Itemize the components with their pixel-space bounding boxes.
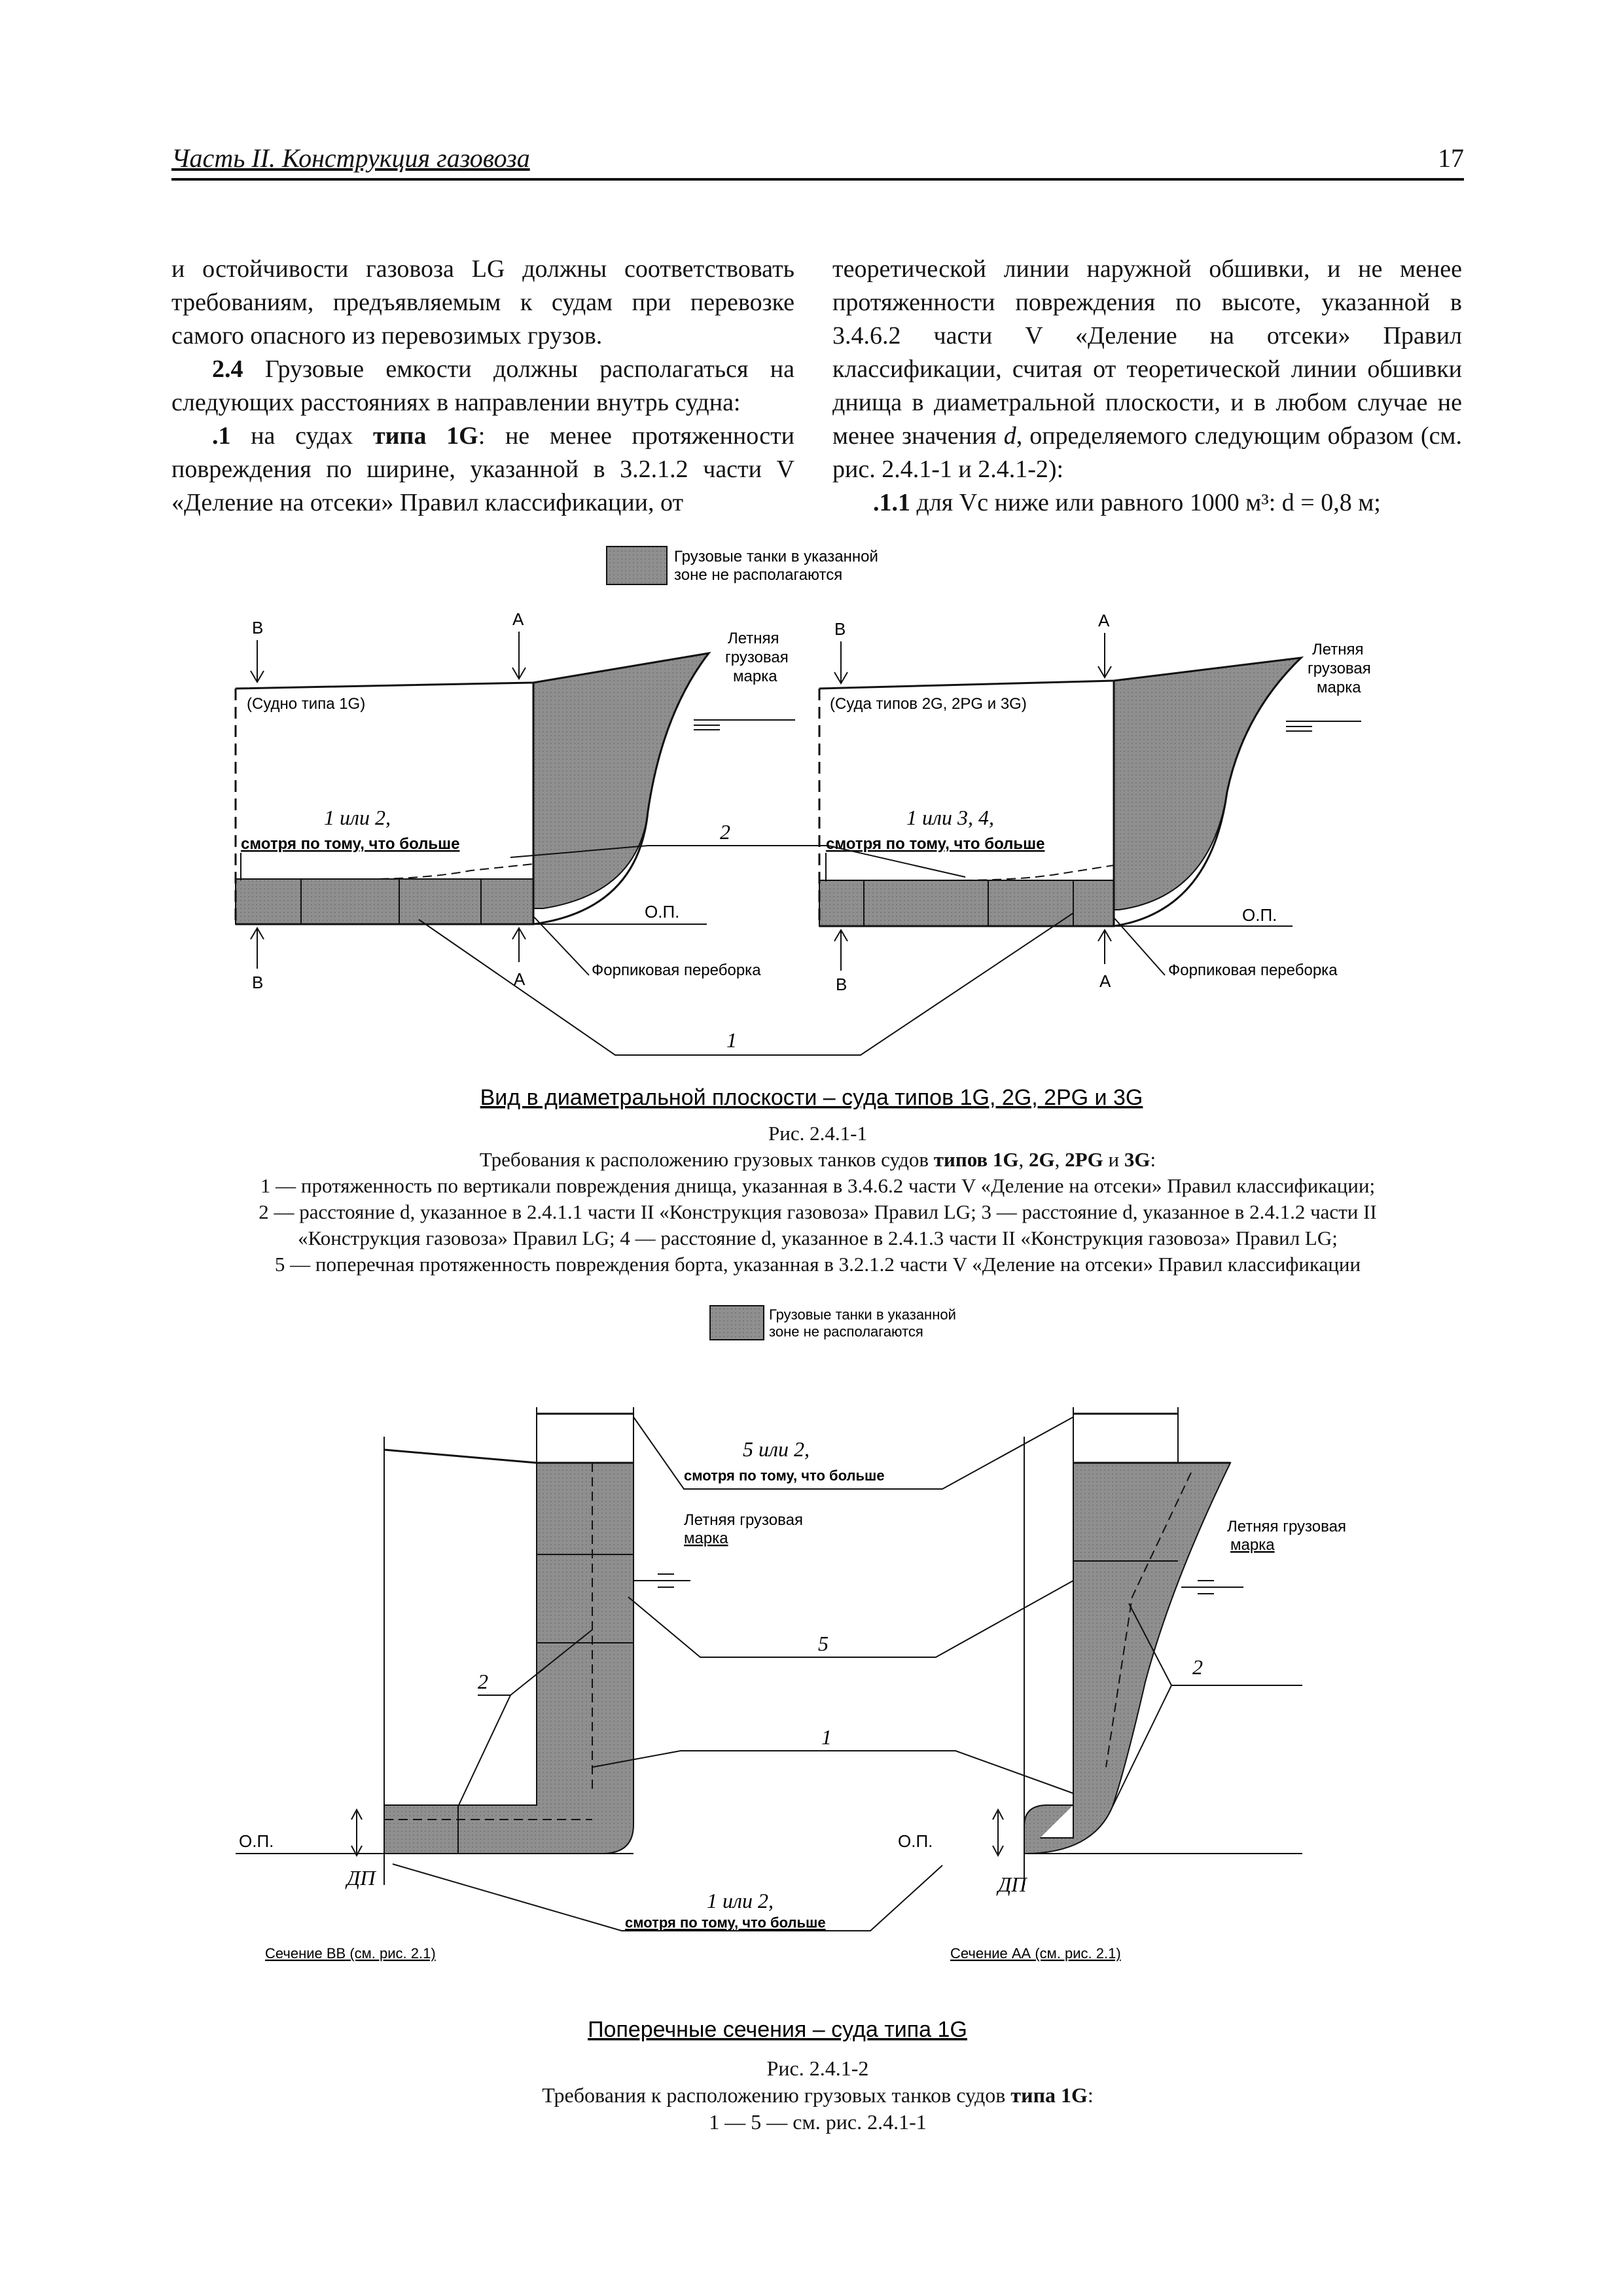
paragraph-text: Грузовые емкости должны располагаться на следующих расстояниях в направлении внутрь судна:	[171, 355, 794, 416]
clause-number: 2.4	[212, 355, 243, 383]
summer-mark-label: Летняя	[728, 630, 779, 647]
clause-number: .1.1	[873, 489, 910, 516]
top-label-note: смотря по тому, что больше	[684, 1467, 885, 1484]
summer-mark-label: марка	[733, 668, 777, 685]
ship-type: типа 1G	[372, 422, 478, 450]
connector-lines	[419, 820, 1073, 1055]
summer-mark-label: грузовая	[1308, 660, 1371, 677]
dp-label: ДП	[347, 1866, 376, 1890]
summer-mark-label: грузовая	[725, 649, 789, 666]
section-bb	[236, 1437, 803, 1962]
view-title: Вид в диаметральной плоскости – суда типов 1G, 2G, 2PG и 3G	[480, 1085, 1143, 1110]
bottom-label-note: смотря по тому, что больше	[625, 1914, 826, 1931]
excluded-zone	[533, 653, 709, 908]
ship-type-label: (Судно типа 1G)	[247, 695, 366, 713]
callout-1: 1	[726, 1028, 737, 1052]
paragraph-text: : не менее протяженности повреждения по ширине, указанной в 3.2.1.2 части V «Деление на отсеки» Правил классификации, от	[171, 422, 795, 516]
caption-line: 5 — поперечная протяженность повреждения борта, указанная в 3.2.1.2 части V «Деление на отсеки» Правил классификации	[274, 1253, 1361, 1276]
callout-5: 5	[818, 1632, 829, 1655]
leader-5	[628, 1581, 1073, 1657]
left-ship-profile	[236, 609, 795, 992]
paragraph-text: теоретической линии наружной обшивки, и не менее протяженности повреждения по высоте, указанной в 3.4.6.2 части V «Деление на отсеки» Правил классификации, считая от теоретической линии обшивки днища в диаметральной плоскости, и в любом случае не менее значения	[832, 255, 1462, 450]
figure-1-caption	[171, 1121, 1464, 1278]
variable-d: d	[1003, 422, 1016, 450]
caption-text: и	[1103, 1148, 1124, 1171]
caption-text: Требования к расположению грузовых танков судов	[542, 2083, 1011, 2107]
section-label-b: B	[252, 973, 264, 992]
deck-line	[384, 1450, 633, 1463]
section-caption: Сечение АА (см. рис. 2.1)	[950, 1945, 1121, 1962]
figure-2-caption	[171, 2055, 1464, 2136]
callout-2: 2	[720, 820, 730, 844]
section-aa	[898, 1437, 1346, 1962]
caption-bold: типа 1G	[1010, 2083, 1088, 2107]
caption-title	[171, 1147, 1464, 1173]
caption-bold: 2G	[1029, 1148, 1055, 1171]
section-label-b: B	[252, 618, 264, 637]
forepeak-label: Форпиковая переборка	[592, 961, 761, 979]
baseline-label: О.П.	[1242, 905, 1277, 925]
excluded-zone-bottom	[236, 879, 533, 924]
callout-2: 2	[1192, 1655, 1203, 1679]
summer-mark-label: марка	[1230, 1536, 1275, 1554]
top-label: 5 или 2,	[743, 1437, 810, 1461]
dashed-limit	[819, 865, 1114, 880]
section-label-a: A	[512, 609, 524, 629]
leader-line	[458, 1695, 510, 1806]
figure-1	[236, 547, 1371, 1110]
caption-bold: типов 1G	[933, 1148, 1019, 1171]
clause-number: .1	[212, 422, 231, 450]
running-title: Часть II. Конструкция газовоза	[171, 143, 530, 173]
figure-2	[236, 1306, 1346, 2042]
caption-line: 1 — протяженность по вертикали повреждения днища, указанная в 3.4.6.2 части V «Деление на отсеки» Правил классификации;	[260, 1174, 1376, 1197]
distance-note: смотря по тому, что больше	[826, 835, 1045, 853]
figure-number: Рис. 2.4.1-1	[768, 1122, 867, 1145]
caption-bold: 3G	[1124, 1148, 1150, 1171]
legend-text-1: Грузовые танки в указанной	[674, 548, 878, 565]
forepeak-label: Форпиковая переборка	[1168, 961, 1338, 979]
caption-title	[171, 2082, 1464, 2109]
section-label-a: A	[1098, 611, 1110, 630]
excluded-zone	[1114, 658, 1301, 910]
leader-1	[592, 1751, 1073, 1793]
page-number: 17	[1438, 143, 1464, 173]
legend-swatch	[710, 1306, 764, 1340]
caption-text: ,	[1054, 1148, 1065, 1171]
legend-text-2: зоне не располагаются	[674, 566, 843, 584]
dashed-limit	[236, 864, 533, 879]
excluded-zone	[384, 1463, 633, 1854]
section-label-b: B	[836, 975, 847, 994]
legend-text-2: зоне не располагаются	[769, 1323, 923, 1340]
summer-mark-label: марка	[684, 1530, 728, 1547]
summer-mark-label: Летняя	[1312, 641, 1364, 658]
baseline-label: О.П.	[239, 1831, 274, 1851]
summer-mark-label: Летняя грузовая	[684, 1511, 803, 1529]
caption-line: 1 — 5 — см. рис. 2.4.1-1	[709, 2110, 927, 2134]
leader-line	[533, 916, 589, 975]
legend-text-1: Грузовые танки в указанной	[769, 1306, 956, 1323]
paragraph-text: , определяемого следующим образом (см. рис. 2.4.1-1 и 2.4.1-2):	[832, 422, 1462, 483]
ship-type-label: (Суда типов 2G, 2PG и 3G)	[830, 695, 1027, 713]
section-label-b: B	[834, 619, 846, 639]
right-ship-profile	[819, 611, 1371, 994]
dp-label: ДП	[998, 1873, 1027, 1896]
bottom-label: 1 или 2,	[707, 1889, 774, 1912]
figure-number: Рис. 2.4.1-2	[766, 2056, 869, 2080]
distance-label: 1 или 2,	[324, 806, 391, 829]
baseline-label: О.П.	[645, 902, 680, 922]
distance-note: смотря по тому, что больше	[241, 835, 460, 853]
section-label-a: A	[1099, 971, 1111, 991]
caption-line: 2 — расстояние d, указанное в 2.4.1.1 части II «Конструкция газовоза» Правил LG; 3 — расстояние d, указанное в 2.4.1.2 части II	[259, 1200, 1377, 1223]
legend-swatch	[607, 547, 667, 584]
caption-text: Требования к расположению грузовых танков судов	[479, 1148, 934, 1171]
baseline-label: О.П.	[898, 1831, 933, 1851]
caption-text: ,	[1018, 1148, 1029, 1171]
paragraph-text: на судах	[230, 422, 373, 450]
paragraph-text: для Vc ниже или равного 1000 м³: d = 0,8 м;	[910, 489, 1381, 516]
summer-mark-label: Летняя грузовая	[1227, 1518, 1346, 1535]
section-caption: Сечение ВВ (см. рис. 2.1)	[265, 1945, 436, 1962]
callout-2: 2	[478, 1670, 488, 1693]
caption-text: :	[1150, 1148, 1156, 1171]
paragraph: и остойчивости газовоза LG должны соответствовать требованиям, предъявляемым к судам при перевозке самого опасного из перевозимых грузов.	[171, 255, 794, 350]
caption-text: :	[1087, 2083, 1094, 2107]
distance-label: 1 или 3, 4,	[906, 806, 994, 829]
caption-bold: 2PG	[1065, 1148, 1103, 1171]
summer-mark-label: марка	[1317, 679, 1361, 696]
callout-1: 1	[821, 1725, 832, 1749]
view-title: Поперечные сечения – суда типа 1G	[588, 2017, 967, 2042]
caption-line: «Конструкция газовоза» Правил LG; 4 — расстояние d, указанное в 2.4.1.3 части II «Конструкция газовоза» Правил LG;	[298, 1227, 1338, 1249]
section-label-a: A	[514, 969, 526, 989]
